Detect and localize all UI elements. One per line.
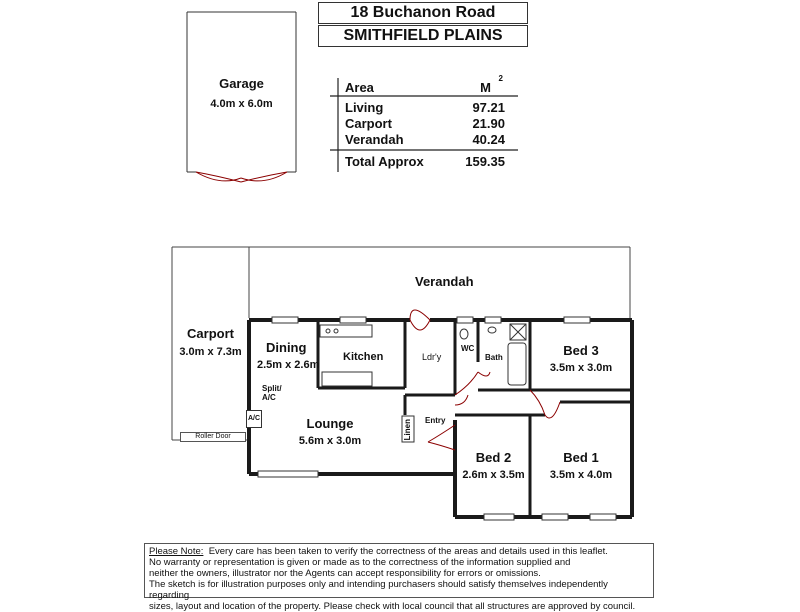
doors bbox=[410, 310, 560, 450]
carport-label: Carport bbox=[187, 326, 234, 341]
garage-label: Garage bbox=[219, 76, 264, 91]
entry-label: Entry bbox=[425, 416, 446, 425]
bed2-size: 2.6m x 3.5m bbox=[462, 469, 525, 481]
linen-label: Linen bbox=[403, 419, 412, 441]
laundry-label: Ldr'y bbox=[422, 352, 442, 362]
area-table-header bbox=[345, 74, 505, 96]
area-row-verandah: Verandah 40.24 bbox=[345, 132, 505, 147]
area-row-living: Living 97.21 bbox=[345, 100, 505, 115]
bed3-label: Bed 3 bbox=[563, 343, 599, 358]
note-line-5: sizes, layout and location of the property. Please check with local council that all structures are approved by council. bbox=[149, 601, 636, 612]
disclaimer-note bbox=[144, 543, 654, 612]
note-line-4: The sketch is for illustration purposes only and intending purchasers should satisfy themselves independently regarding bbox=[149, 579, 608, 601]
verandah-label: Verandah bbox=[415, 274, 474, 289]
note-heading: Please Note: bbox=[149, 546, 204, 557]
area-col-label: Area bbox=[345, 80, 374, 95]
lounge-label: Lounge bbox=[306, 416, 354, 431]
dining-size: 2.5m x 2.6m bbox=[257, 359, 320, 371]
address-line-1: 18 Buchanon Road bbox=[318, 2, 528, 24]
garage-size: 4.0m x 6.0m bbox=[210, 98, 273, 110]
note-line-2: No warranty or representation is given or made as to the correctness of the information supplied and bbox=[149, 557, 571, 568]
note-line-1: Every care has been taken to verify the correctness of the areas and details used in this leaflet. bbox=[208, 546, 608, 557]
address-line-2: SMITHFIELD PLAINS bbox=[318, 25, 528, 47]
split-ac-label: Split/ A/C bbox=[262, 384, 282, 402]
lounge-size: 5.6m x 3.0m bbox=[298, 435, 362, 447]
area-col-unit: M bbox=[480, 80, 491, 95]
bath-label: Bath bbox=[485, 353, 503, 362]
area-row-carport: Carport 21.90 bbox=[345, 116, 505, 131]
area-row-total: Total Approx 159.35 bbox=[345, 154, 505, 169]
roller-door-label: Roller Door bbox=[180, 432, 246, 442]
ac-unit-label: A/C bbox=[246, 410, 262, 428]
kitchen-label: Kitchen bbox=[343, 351, 384, 363]
bed3-size: 3.5m x 3.0m bbox=[549, 362, 613, 374]
carport-size: 3.0m x 7.3m bbox=[179, 346, 242, 358]
garage-door-arcs bbox=[196, 172, 287, 182]
bed1-label: Bed 1 bbox=[563, 450, 599, 465]
area-col-unit-sup: 2 bbox=[498, 74, 503, 83]
wc-label: WC bbox=[461, 344, 475, 353]
garage-outline bbox=[187, 12, 296, 172]
dining-label: Dining bbox=[266, 340, 307, 355]
bed1-size: 3.5m x 4.0m bbox=[549, 469, 613, 481]
note-line-3: neither the owners, illustrator nor the Agents can accept responsibility for errors or omissions. bbox=[149, 568, 541, 579]
bed2-label: Bed 2 bbox=[475, 450, 512, 465]
